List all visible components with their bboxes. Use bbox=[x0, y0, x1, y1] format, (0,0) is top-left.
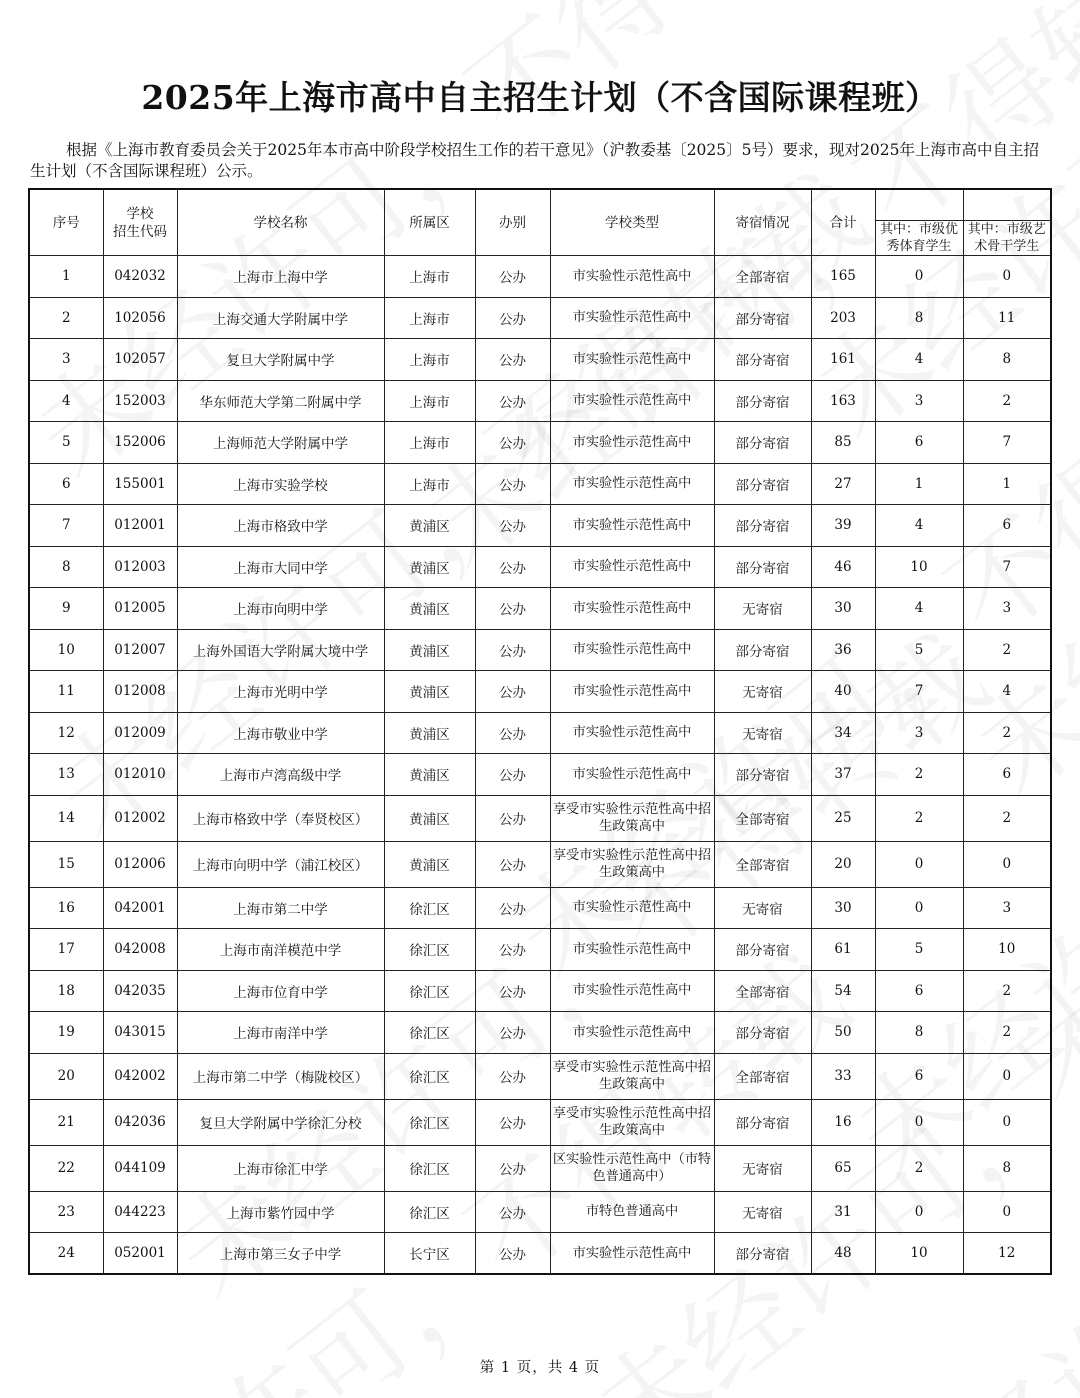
table-row bbox=[29, 422, 1051, 464]
cell-name: 上海市第三女子中学 bbox=[177, 1233, 384, 1275]
cell-art: 7 bbox=[963, 422, 1051, 464]
cell-run: 公办 bbox=[475, 795, 550, 841]
cell-seq: 21 bbox=[29, 1099, 103, 1145]
cell-run: 公办 bbox=[475, 1053, 550, 1099]
cell-run: 公办 bbox=[475, 1012, 550, 1054]
cell-seq: 5 bbox=[29, 422, 103, 464]
cell-name: 上海市卢湾高级中学 bbox=[177, 754, 384, 796]
cell-boarding: 部分寄宿 bbox=[714, 339, 811, 381]
cell-total: 61 bbox=[811, 929, 875, 971]
cell-total: 16 bbox=[811, 1099, 875, 1145]
cell-art: 2 bbox=[963, 629, 1051, 671]
cell-district: 黄浦区 bbox=[384, 505, 475, 547]
header-spacer-sport bbox=[875, 189, 963, 221]
table-row bbox=[29, 929, 1051, 971]
cell-seq: 12 bbox=[29, 712, 103, 754]
cell-total: 30 bbox=[811, 887, 875, 929]
cell-sport: 8 bbox=[875, 297, 963, 339]
cell-boarding: 部分寄宿 bbox=[714, 1233, 811, 1275]
table-row bbox=[29, 339, 1051, 381]
cell-type: 市实验性示范性高中 bbox=[550, 1012, 714, 1054]
header-type: 学校类型 bbox=[550, 189, 714, 256]
cell-run: 公办 bbox=[475, 754, 550, 796]
header-run: 办别 bbox=[475, 189, 550, 256]
cell-total: 203 bbox=[811, 297, 875, 339]
table-row bbox=[29, 463, 1051, 505]
cell-run: 公办 bbox=[475, 256, 550, 298]
cell-art: 2 bbox=[963, 795, 1051, 841]
cell-run: 公办 bbox=[475, 588, 550, 630]
cell-total: 163 bbox=[811, 380, 875, 422]
cell-name: 上海市敬业中学 bbox=[177, 712, 384, 754]
cell-run: 公办 bbox=[475, 841, 550, 887]
cell-boarding: 部分寄宿 bbox=[714, 1099, 811, 1145]
cell-type: 市实验性示范性高中 bbox=[550, 297, 714, 339]
cell-name: 上海市第二中学（梅陇校区） bbox=[177, 1053, 384, 1099]
cell-total: 46 bbox=[811, 546, 875, 588]
cell-total: 39 bbox=[811, 505, 875, 547]
header-seq: 序号 bbox=[29, 189, 103, 256]
cell-seq: 2 bbox=[29, 297, 103, 339]
table-row bbox=[29, 546, 1051, 588]
cell-district: 黄浦区 bbox=[384, 754, 475, 796]
cell-name: 上海市实验学校 bbox=[177, 463, 384, 505]
cell-boarding: 无寄宿 bbox=[714, 1191, 811, 1233]
cell-art: 3 bbox=[963, 588, 1051, 630]
table-row bbox=[29, 588, 1051, 630]
cell-run: 公办 bbox=[475, 1145, 550, 1191]
header-code: 学校 招生代码 bbox=[103, 189, 177, 256]
cell-seq: 7 bbox=[29, 505, 103, 547]
table-row bbox=[29, 1233, 1051, 1275]
cell-district: 黄浦区 bbox=[384, 546, 475, 588]
cell-art: 4 bbox=[963, 671, 1051, 713]
table-row bbox=[29, 795, 1051, 841]
cell-total: 165 bbox=[811, 256, 875, 298]
cell-run: 公办 bbox=[475, 297, 550, 339]
cell-boarding: 无寄宿 bbox=[714, 712, 811, 754]
cell-total: 34 bbox=[811, 712, 875, 754]
cell-type: 市特色普通高中 bbox=[550, 1191, 714, 1233]
header-boarding: 寄宿情况 bbox=[714, 189, 811, 256]
cell-sport: 0 bbox=[875, 1191, 963, 1233]
cell-seq: 10 bbox=[29, 629, 103, 671]
header-sport: 其中：市级优秀体育学生 bbox=[875, 221, 963, 256]
cell-seq: 18 bbox=[29, 970, 103, 1012]
cell-run: 公办 bbox=[475, 629, 550, 671]
cell-name: 上海市南洋模范中学 bbox=[177, 929, 384, 971]
cell-name: 上海外国语大学附属大境中学 bbox=[177, 629, 384, 671]
cell-name: 上海市第二中学 bbox=[177, 887, 384, 929]
cell-run: 公办 bbox=[475, 380, 550, 422]
cell-type: 享受市实验性示范性高中招生政策高中 bbox=[550, 1099, 714, 1145]
cell-sport: 2 bbox=[875, 795, 963, 841]
cell-code: 042002 bbox=[103, 1053, 177, 1099]
cell-total: 48 bbox=[811, 1233, 875, 1275]
cell-name: 上海市向明中学 bbox=[177, 588, 384, 630]
cell-boarding: 部分寄宿 bbox=[714, 463, 811, 505]
cell-district: 上海市 bbox=[384, 463, 475, 505]
cell-sport: 10 bbox=[875, 1233, 963, 1275]
cell-name: 上海师范大学附属中学 bbox=[177, 422, 384, 464]
table-row bbox=[29, 1191, 1051, 1233]
cell-district: 上海市 bbox=[384, 297, 475, 339]
cell-type: 区实验性示范性高中（市特色普通高中） bbox=[550, 1145, 714, 1191]
enrollment-plan-table bbox=[28, 188, 1052, 1275]
cell-sport: 6 bbox=[875, 1053, 963, 1099]
cell-run: 公办 bbox=[475, 1191, 550, 1233]
cell-district: 长宁区 bbox=[384, 1233, 475, 1275]
cell-total: 27 bbox=[811, 463, 875, 505]
cell-district: 黄浦区 bbox=[384, 629, 475, 671]
cell-name: 上海市徐汇中学 bbox=[177, 1145, 384, 1191]
cell-type: 市实验性示范性高中 bbox=[550, 671, 714, 713]
table-row bbox=[29, 380, 1051, 422]
table-row bbox=[29, 754, 1051, 796]
cell-district: 徐汇区 bbox=[384, 1145, 475, 1191]
table-row bbox=[29, 629, 1051, 671]
cell-boarding: 无寄宿 bbox=[714, 671, 811, 713]
cell-district: 徐汇区 bbox=[384, 929, 475, 971]
cell-boarding: 全部寄宿 bbox=[714, 256, 811, 298]
cell-seq: 3 bbox=[29, 339, 103, 381]
cell-art: 0 bbox=[963, 256, 1051, 298]
cell-boarding: 无寄宿 bbox=[714, 1145, 811, 1191]
cell-boarding: 部分寄宿 bbox=[714, 754, 811, 796]
cell-boarding: 部分寄宿 bbox=[714, 505, 811, 547]
cell-type: 享受市实验性示范性高中招生政策高中 bbox=[550, 1053, 714, 1099]
cell-code: 102057 bbox=[103, 339, 177, 381]
cell-type: 市实验性示范性高中 bbox=[550, 463, 714, 505]
cell-sport: 3 bbox=[875, 712, 963, 754]
cell-district: 黄浦区 bbox=[384, 841, 475, 887]
cell-seq: 17 bbox=[29, 929, 103, 971]
cell-total: 54 bbox=[811, 970, 875, 1012]
cell-sport: 4 bbox=[875, 339, 963, 381]
cell-total: 50 bbox=[811, 1012, 875, 1054]
cell-art: 0 bbox=[963, 1191, 1051, 1233]
cell-code: 044109 bbox=[103, 1145, 177, 1191]
cell-run: 公办 bbox=[475, 671, 550, 713]
cell-district: 徐汇区 bbox=[384, 970, 475, 1012]
cell-code: 152003 bbox=[103, 380, 177, 422]
table-row bbox=[29, 256, 1051, 298]
cell-run: 公办 bbox=[475, 1233, 550, 1275]
cell-total: 33 bbox=[811, 1053, 875, 1099]
cell-type: 市实验性示范性高中 bbox=[550, 505, 714, 547]
header-name: 学校名称 bbox=[177, 189, 384, 256]
cell-run: 公办 bbox=[475, 505, 550, 547]
cell-name: 上海交通大学附属中学 bbox=[177, 297, 384, 339]
cell-art: 1 bbox=[963, 463, 1051, 505]
cell-sport: 5 bbox=[875, 929, 963, 971]
cell-name: 上海市光明中学 bbox=[177, 671, 384, 713]
cell-seq: 24 bbox=[29, 1233, 103, 1275]
cell-type: 市实验性示范性高中 bbox=[550, 588, 714, 630]
cell-name: 上海市紫竹园中学 bbox=[177, 1191, 384, 1233]
cell-seq: 19 bbox=[29, 1012, 103, 1054]
cell-sport: 2 bbox=[875, 754, 963, 796]
table-row bbox=[29, 841, 1051, 887]
cell-run: 公办 bbox=[475, 422, 550, 464]
cell-seq: 6 bbox=[29, 463, 103, 505]
cell-code: 042032 bbox=[103, 256, 177, 298]
cell-type: 市实验性示范性高中 bbox=[550, 422, 714, 464]
cell-code: 012008 bbox=[103, 671, 177, 713]
cell-district: 黄浦区 bbox=[384, 795, 475, 841]
cell-name: 上海市上海中学 bbox=[177, 256, 384, 298]
cell-sport: 2 bbox=[875, 1145, 963, 1191]
cell-name: 上海市南洋中学 bbox=[177, 1012, 384, 1054]
cell-boarding: 无寄宿 bbox=[714, 588, 811, 630]
cell-code: 043015 bbox=[103, 1012, 177, 1054]
cell-seq: 9 bbox=[29, 588, 103, 630]
cell-type: 市实验性示范性高中 bbox=[550, 546, 714, 588]
table-row bbox=[29, 1145, 1051, 1191]
table-body bbox=[29, 256, 1051, 1275]
cell-boarding: 部分寄宿 bbox=[714, 380, 811, 422]
cell-code: 012003 bbox=[103, 546, 177, 588]
cell-run: 公办 bbox=[475, 929, 550, 971]
cell-district: 黄浦区 bbox=[384, 671, 475, 713]
table-row bbox=[29, 671, 1051, 713]
cell-code: 042008 bbox=[103, 929, 177, 971]
cell-seq: 22 bbox=[29, 1145, 103, 1191]
cell-type: 享受市实验性示范性高中招生政策高中 bbox=[550, 841, 714, 887]
cell-seq: 1 bbox=[29, 256, 103, 298]
cell-seq: 13 bbox=[29, 754, 103, 796]
cell-seq: 15 bbox=[29, 841, 103, 887]
page-footer: 第 1 页，共 4 页 bbox=[479, 1360, 601, 1376]
cell-boarding: 无寄宿 bbox=[714, 887, 811, 929]
cell-district: 徐汇区 bbox=[384, 1191, 475, 1233]
cell-code: 012005 bbox=[103, 588, 177, 630]
cell-art: 2 bbox=[963, 380, 1051, 422]
cell-type: 市实验性示范性高中 bbox=[550, 256, 714, 298]
cell-sport: 0 bbox=[875, 1099, 963, 1145]
header-total: 合计 bbox=[811, 189, 875, 256]
table-row bbox=[29, 297, 1051, 339]
cell-seq: 16 bbox=[29, 887, 103, 929]
cell-name: 上海市向明中学（浦江校区） bbox=[177, 841, 384, 887]
cell-run: 公办 bbox=[475, 463, 550, 505]
cell-boarding: 部分寄宿 bbox=[714, 546, 811, 588]
cell-name: 复旦大学附属中学徐汇分校 bbox=[177, 1099, 384, 1145]
cell-code: 042036 bbox=[103, 1099, 177, 1145]
header-art: 其中：市级艺术骨干学生 bbox=[963, 221, 1051, 256]
cell-name: 上海市大同中学 bbox=[177, 546, 384, 588]
cell-run: 公办 bbox=[475, 339, 550, 381]
cell-name: 上海市格致中学 bbox=[177, 505, 384, 547]
cell-code: 012006 bbox=[103, 841, 177, 887]
cell-art: 0 bbox=[963, 1099, 1051, 1145]
cell-boarding: 部分寄宿 bbox=[714, 1012, 811, 1054]
cell-code: 152006 bbox=[103, 422, 177, 464]
cell-district: 上海市 bbox=[384, 380, 475, 422]
cell-art: 0 bbox=[963, 1053, 1051, 1099]
cell-art: 0 bbox=[963, 841, 1051, 887]
cell-code: 102056 bbox=[103, 297, 177, 339]
cell-code: 042035 bbox=[103, 970, 177, 1012]
cell-art: 7 bbox=[963, 546, 1051, 588]
cell-district: 上海市 bbox=[384, 422, 475, 464]
header-spacer-art bbox=[963, 189, 1051, 221]
cell-boarding: 部分寄宿 bbox=[714, 422, 811, 464]
cell-seq: 14 bbox=[29, 795, 103, 841]
cell-type: 市实验性示范性高中 bbox=[550, 712, 714, 754]
cell-run: 公办 bbox=[475, 712, 550, 754]
cell-code: 012002 bbox=[103, 795, 177, 841]
cell-run: 公办 bbox=[475, 1099, 550, 1145]
cell-seq: 23 bbox=[29, 1191, 103, 1233]
cell-art: 10 bbox=[963, 929, 1051, 971]
cell-boarding: 部分寄宿 bbox=[714, 297, 811, 339]
cell-district: 上海市 bbox=[384, 256, 475, 298]
cell-seq: 8 bbox=[29, 546, 103, 588]
cell-sport: 4 bbox=[875, 588, 963, 630]
cell-district: 徐汇区 bbox=[384, 887, 475, 929]
cell-sport: 6 bbox=[875, 422, 963, 464]
cell-type: 市实验性示范性高中 bbox=[550, 339, 714, 381]
cell-boarding: 部分寄宿 bbox=[714, 629, 811, 671]
cell-boarding: 全部寄宿 bbox=[714, 1053, 811, 1099]
cell-type: 享受市实验性示范性高中招生政策高中 bbox=[550, 795, 714, 841]
cell-code: 012007 bbox=[103, 629, 177, 671]
cell-district: 上海市 bbox=[384, 339, 475, 381]
cell-sport: 8 bbox=[875, 1012, 963, 1054]
cell-seq: 4 bbox=[29, 380, 103, 422]
cell-sport: 0 bbox=[875, 841, 963, 887]
cell-type: 市实验性示范性高中 bbox=[550, 929, 714, 971]
cell-art: 6 bbox=[963, 754, 1051, 796]
cell-sport: 0 bbox=[875, 256, 963, 298]
cell-code: 044223 bbox=[103, 1191, 177, 1233]
cell-code: 052001 bbox=[103, 1233, 177, 1275]
cell-name: 上海市位育中学 bbox=[177, 970, 384, 1012]
table-row bbox=[29, 970, 1051, 1012]
table-row bbox=[29, 505, 1051, 547]
cell-sport: 10 bbox=[875, 546, 963, 588]
cell-type: 市实验性示范性高中 bbox=[550, 380, 714, 422]
cell-art: 6 bbox=[963, 505, 1051, 547]
cell-art: 8 bbox=[963, 339, 1051, 381]
cell-type: 市实验性示范性高中 bbox=[550, 970, 714, 1012]
cell-district: 黄浦区 bbox=[384, 712, 475, 754]
cell-code: 012009 bbox=[103, 712, 177, 754]
cell-total: 37 bbox=[811, 754, 875, 796]
cell-name: 复旦大学附属中学 bbox=[177, 339, 384, 381]
cell-art: 11 bbox=[963, 297, 1051, 339]
cell-seq: 11 bbox=[29, 671, 103, 713]
cell-total: 161 bbox=[811, 339, 875, 381]
cell-district: 黄浦区 bbox=[384, 588, 475, 630]
cell-code: 155001 bbox=[103, 463, 177, 505]
cell-district: 徐汇区 bbox=[384, 1053, 475, 1099]
cell-sport: 1 bbox=[875, 463, 963, 505]
table-row bbox=[29, 712, 1051, 754]
table-row bbox=[29, 1099, 1051, 1145]
cell-sport: 4 bbox=[875, 505, 963, 547]
table-row bbox=[29, 1053, 1051, 1099]
cell-code: 012001 bbox=[103, 505, 177, 547]
table-row bbox=[29, 887, 1051, 929]
intro-paragraph: 根据《上海市教育委员会关于2025年本市高中阶段学校招生工作的若干意见》（沪教委基〔2025〕5号）要求，现对2025年上海市高中自主招生计划（不含国际课程班）公示。 bbox=[30, 141, 1039, 180]
cell-boarding: 部分寄宿 bbox=[714, 929, 811, 971]
cell-run: 公办 bbox=[475, 546, 550, 588]
cell-type: 市实验性示范性高中 bbox=[550, 1233, 714, 1275]
cell-sport: 0 bbox=[875, 887, 963, 929]
cell-district: 徐汇区 bbox=[384, 1099, 475, 1145]
cell-total: 25 bbox=[811, 795, 875, 841]
cell-sport: 7 bbox=[875, 671, 963, 713]
cell-boarding: 全部寄宿 bbox=[714, 970, 811, 1012]
cell-sport: 3 bbox=[875, 380, 963, 422]
cell-total: 31 bbox=[811, 1191, 875, 1233]
cell-art: 8 bbox=[963, 1145, 1051, 1191]
header-district: 所属区 bbox=[384, 189, 475, 256]
cell-type: 市实验性示范性高中 bbox=[550, 754, 714, 796]
cell-art: 12 bbox=[963, 1233, 1051, 1275]
cell-boarding: 全部寄宿 bbox=[714, 841, 811, 887]
table-row bbox=[29, 1012, 1051, 1054]
cell-run: 公办 bbox=[475, 970, 550, 1012]
cell-code: 012010 bbox=[103, 754, 177, 796]
cell-name: 华东师范大学第二附属中学 bbox=[177, 380, 384, 422]
cell-type: 市实验性示范性高中 bbox=[550, 629, 714, 671]
cell-total: 85 bbox=[811, 422, 875, 464]
cell-seq: 20 bbox=[29, 1053, 103, 1099]
page-title: 2025年上海市高中自主招生计划（不含国际课程班） bbox=[141, 78, 939, 117]
cell-total: 20 bbox=[811, 841, 875, 887]
cell-art: 3 bbox=[963, 887, 1051, 929]
cell-run: 公办 bbox=[475, 887, 550, 929]
cell-total: 36 bbox=[811, 629, 875, 671]
cell-type: 市实验性示范性高中 bbox=[550, 887, 714, 929]
cell-total: 30 bbox=[811, 588, 875, 630]
cell-sport: 5 bbox=[875, 629, 963, 671]
cell-code: 042001 bbox=[103, 887, 177, 929]
cell-district: 徐汇区 bbox=[384, 1012, 475, 1054]
table-header-row bbox=[29, 189, 1051, 221]
cell-art: 2 bbox=[963, 1012, 1051, 1054]
cell-name: 上海市格致中学（奉贤校区） bbox=[177, 795, 384, 841]
cell-art: 2 bbox=[963, 712, 1051, 754]
cell-boarding: 全部寄宿 bbox=[714, 795, 811, 841]
cell-total: 65 bbox=[811, 1145, 875, 1191]
cell-total: 40 bbox=[811, 671, 875, 713]
cell-sport: 6 bbox=[875, 970, 963, 1012]
cell-art: 2 bbox=[963, 970, 1051, 1012]
